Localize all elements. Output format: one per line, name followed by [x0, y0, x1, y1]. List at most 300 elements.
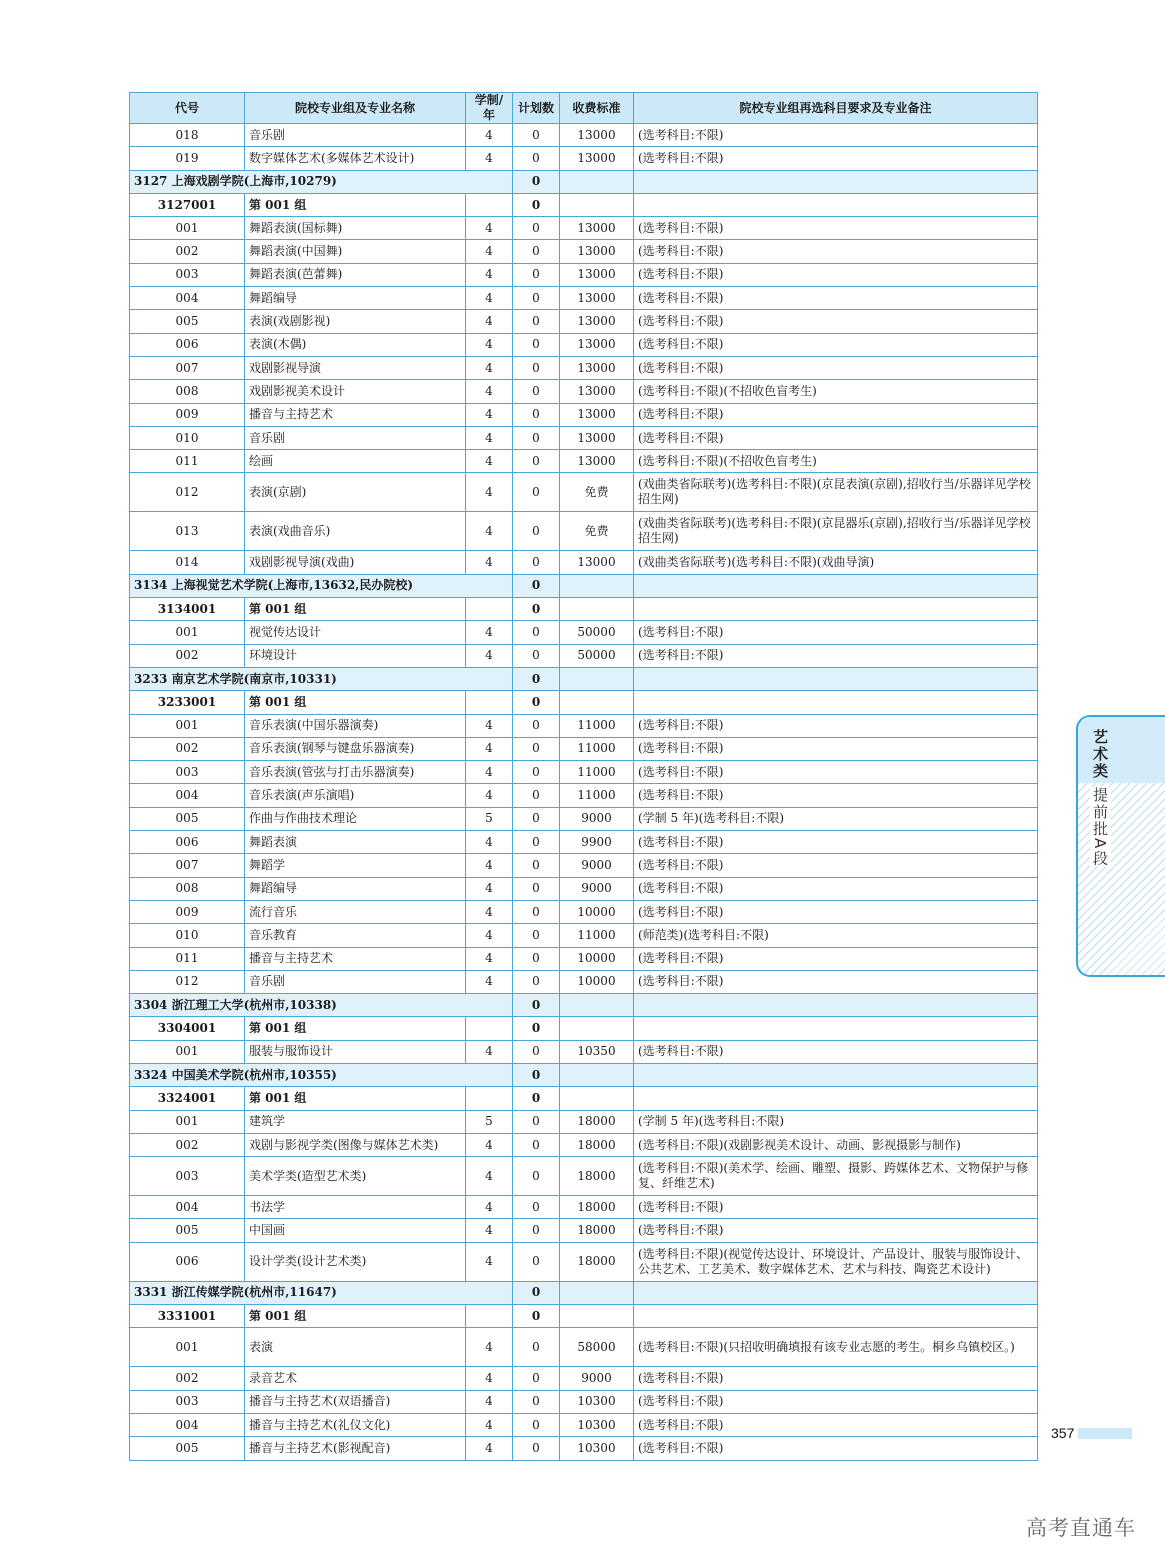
- group-name-cell: 第 001 组: [245, 598, 466, 621]
- plan-count-cell: 0: [513, 1413, 560, 1436]
- major-name-cell: 音乐表演(中国乐器演奏): [245, 714, 466, 737]
- years-cell: 4: [466, 217, 513, 240]
- years-cell: 4: [466, 900, 513, 923]
- years-cell: [466, 1017, 513, 1040]
- header-years: 学制/年: [466, 93, 513, 124]
- years-cell: 4: [466, 784, 513, 807]
- group-row: [130, 1087, 1038, 1110]
- note-cell: (选考科目:不限): [634, 333, 1038, 356]
- plan-count-cell: 0: [513, 924, 560, 947]
- major-name-cell: 作曲与作曲技术理论: [245, 807, 466, 830]
- years-cell: [466, 598, 513, 621]
- note-cell: (选考科目:不限): [634, 263, 1038, 286]
- years-cell: 4: [466, 854, 513, 877]
- fee-cell: 18000: [560, 1157, 634, 1196]
- fee-cell: 11000: [560, 761, 634, 784]
- school-row: [130, 1063, 1038, 1086]
- years-cell: 4: [466, 1133, 513, 1156]
- major-row: [130, 761, 1038, 784]
- major-code-cell: 003: [130, 761, 245, 784]
- years-cell: 4: [466, 1437, 513, 1460]
- fee-cell: 10300: [560, 1437, 634, 1460]
- header-name: 院校专业组及专业名称: [245, 93, 466, 124]
- watermark-text: 高考直通车: [1026, 1516, 1136, 1540]
- group-name-cell: 第 001 组: [245, 1305, 466, 1328]
- fee-cell: 10350: [560, 1040, 634, 1063]
- note-cell: (戏曲类省际联考)(选考科目:不限)(京昆表演(京剧),招收行当/乐器详见学校招生网): [634, 473, 1038, 512]
- fee-cell: 18000: [560, 1133, 634, 1156]
- major-name-cell: 服装与服饰设计: [245, 1040, 466, 1063]
- fee-cell: 13000: [560, 147, 634, 170]
- plan-count-cell: 0: [513, 621, 560, 644]
- plan-count-cell: 0: [513, 1040, 560, 1063]
- school-row: [130, 170, 1038, 193]
- group-name-cell: 第 001 组: [245, 1017, 466, 1040]
- school-name-cell: 3134 上海视觉艺术学院(上海市,13632,民办院校): [130, 574, 513, 597]
- plan-count-cell: 0: [513, 947, 560, 970]
- major-code-cell: 006: [130, 333, 245, 356]
- major-row: [130, 1040, 1038, 1063]
- fee-cell: 13000: [560, 426, 634, 449]
- major-row: [130, 551, 1038, 574]
- plan-count-cell: 0: [513, 473, 560, 512]
- major-name-cell: 舞蹈表演(中国舞): [245, 240, 466, 263]
- side-tab-batch: 提前批A段: [1091, 787, 1109, 868]
- fee-cell: 10000: [560, 900, 634, 923]
- major-name-cell: 表演: [245, 1328, 466, 1367]
- fee-cell: 18000: [560, 1242, 634, 1281]
- group-row: [130, 598, 1038, 621]
- major-name-cell: 戏剧与影视学类(图像与媒体艺术类): [245, 1133, 466, 1156]
- major-name-cell: 音乐剧: [245, 426, 466, 449]
- years-cell: 4: [466, 1242, 513, 1281]
- major-name-cell: 音乐表演(钢琴与键盘乐器演奏): [245, 737, 466, 760]
- plan-count-cell: 0: [513, 667, 560, 690]
- major-code-cell: 002: [130, 644, 245, 667]
- major-row: [130, 1328, 1038, 1367]
- plan-count-cell: 0: [513, 691, 560, 714]
- years-cell: 4: [466, 551, 513, 574]
- major-code-cell: 001: [130, 1040, 245, 1063]
- fee-cell: [560, 667, 634, 690]
- major-row: [130, 310, 1038, 333]
- years-cell: 4: [466, 1390, 513, 1413]
- major-name-cell: 绘画: [245, 450, 466, 473]
- major-row: [130, 512, 1038, 551]
- major-row: [130, 426, 1038, 449]
- major-name-cell: 舞蹈编导: [245, 287, 466, 310]
- plan-count-cell: 0: [513, 900, 560, 923]
- major-row: [130, 900, 1038, 923]
- years-cell: 4: [466, 356, 513, 379]
- major-row: [130, 1242, 1038, 1281]
- fee-cell: 10000: [560, 947, 634, 970]
- major-code-cell: 001: [130, 217, 245, 240]
- note-cell: (选考科目:不限): [634, 217, 1038, 240]
- group-row: [130, 691, 1038, 714]
- major-row: [130, 644, 1038, 667]
- major-row: [130, 807, 1038, 830]
- major-row: [130, 831, 1038, 854]
- fee-cell: 18000: [560, 1219, 634, 1242]
- note-cell: [634, 574, 1038, 597]
- plan-count-cell: 0: [513, 263, 560, 286]
- major-row: [130, 473, 1038, 512]
- major-name-cell: 音乐表演(管弦与打击乐器演奏): [245, 761, 466, 784]
- years-cell: 4: [466, 621, 513, 644]
- plan-count-cell: 0: [513, 784, 560, 807]
- note-cell: (选考科目:不限): [634, 1040, 1038, 1063]
- note-cell: [634, 1017, 1038, 1040]
- major-code-cell: 005: [130, 1219, 245, 1242]
- note-cell: [634, 170, 1038, 193]
- years-cell: 4: [466, 310, 513, 333]
- major-code-cell: 011: [130, 947, 245, 970]
- note-cell: (选考科目:不限): [634, 287, 1038, 310]
- fee-cell: 10000: [560, 970, 634, 993]
- years-cell: 4: [466, 924, 513, 947]
- fee-cell: 58000: [560, 1328, 634, 1367]
- years-cell: 4: [466, 380, 513, 403]
- plan-count-cell: 0: [513, 403, 560, 426]
- group-name-cell: 第 001 组: [245, 691, 466, 714]
- major-code-cell: 003: [130, 263, 245, 286]
- fee-cell: [560, 1087, 634, 1110]
- major-code-cell: 010: [130, 426, 245, 449]
- fee-cell: 13000: [560, 403, 634, 426]
- major-row: [130, 854, 1038, 877]
- note-cell: (选考科目:不限): [634, 947, 1038, 970]
- fee-cell: [560, 1017, 634, 1040]
- group-code-cell: 3233001: [130, 691, 245, 714]
- major-name-cell: 播音与主持艺术(双语播音): [245, 1390, 466, 1413]
- major-name-cell: 音乐剧: [245, 970, 466, 993]
- fee-cell: 13000: [560, 450, 634, 473]
- fee-cell: 10300: [560, 1390, 634, 1413]
- major-row: [130, 1157, 1038, 1196]
- note-cell: (选考科目:不限): [634, 240, 1038, 263]
- major-code-cell: 001: [130, 714, 245, 737]
- plan-count-cell: 0: [513, 450, 560, 473]
- school-name-cell: 3324 中国美术学院(杭州市,10355): [130, 1063, 513, 1086]
- fee-cell: 9000: [560, 1367, 634, 1390]
- group-code-cell: 3127001: [130, 193, 245, 216]
- fee-cell: 9000: [560, 854, 634, 877]
- major-row: [130, 356, 1038, 379]
- major-row: [130, 1413, 1038, 1436]
- years-cell: 4: [466, 473, 513, 512]
- major-code-cell: 005: [130, 807, 245, 830]
- years-cell: 4: [466, 1413, 513, 1436]
- plan-count-cell: 0: [513, 1219, 560, 1242]
- major-row: [130, 1133, 1038, 1156]
- note-cell: (戏曲类省际联考)(选考科目:不限)(京昆器乐(京剧),招收行当/乐器详见学校招生网): [634, 512, 1038, 551]
- major-code-cell: 007: [130, 356, 245, 379]
- fee-cell: 11000: [560, 784, 634, 807]
- years-cell: 4: [466, 1040, 513, 1063]
- plan-count-cell: 0: [513, 1196, 560, 1219]
- plan-count-cell: 0: [513, 737, 560, 760]
- major-code-cell: 013: [130, 512, 245, 551]
- major-row: [130, 784, 1038, 807]
- note-cell: (选考科目:不限): [634, 1196, 1038, 1219]
- note-cell: (选考科目:不限): [634, 310, 1038, 333]
- years-cell: 4: [466, 831, 513, 854]
- section-side-tab: [1076, 715, 1165, 977]
- fee-cell: 11000: [560, 924, 634, 947]
- note-cell: (选考科目:不限): [634, 1390, 1038, 1413]
- plan-count-cell: 0: [513, 598, 560, 621]
- note-cell: (选考科目:不限): [634, 644, 1038, 667]
- group-row: [130, 1017, 1038, 1040]
- major-code-cell: 012: [130, 970, 245, 993]
- major-name-cell: 表演(京剧): [245, 473, 466, 512]
- fee-cell: 10300: [560, 1413, 634, 1436]
- major-row: [130, 450, 1038, 473]
- plan-count-cell: 0: [513, 831, 560, 854]
- note-cell: (学制 5 年)(选考科目:不限): [634, 807, 1038, 830]
- header-note: 院校专业组再选科目要求及专业备注: [634, 93, 1038, 124]
- plan-count-cell: 0: [513, 1087, 560, 1110]
- fee-cell: [560, 193, 634, 216]
- major-row: [130, 403, 1038, 426]
- major-row: [130, 240, 1038, 263]
- plan-count-cell: 0: [513, 287, 560, 310]
- major-name-cell: 舞蹈学: [245, 854, 466, 877]
- note-cell: (选考科目:不限): [634, 1219, 1038, 1242]
- major-name-cell: 中国画: [245, 1219, 466, 1242]
- plan-count-cell: 0: [513, 1242, 560, 1281]
- years-cell: 4: [466, 1157, 513, 1196]
- major-name-cell: 表演(戏剧影视): [245, 310, 466, 333]
- fee-cell: 9000: [560, 877, 634, 900]
- group-code-cell: 3331001: [130, 1305, 245, 1328]
- major-code-cell: 010: [130, 924, 245, 947]
- major-name-cell: 流行音乐: [245, 900, 466, 923]
- note-cell: [634, 1087, 1038, 1110]
- note-cell: (选考科目:不限): [634, 737, 1038, 760]
- years-cell: 4: [466, 761, 513, 784]
- major-code-cell: 002: [130, 1367, 245, 1390]
- major-code-cell: 003: [130, 1390, 245, 1413]
- school-name-cell: 3304 浙江理工大学(杭州市,10338): [130, 994, 513, 1017]
- major-code-cell: 014: [130, 551, 245, 574]
- major-name-cell: 舞蹈表演: [245, 831, 466, 854]
- note-cell: [634, 1281, 1038, 1304]
- fee-cell: 9900: [560, 831, 634, 854]
- years-cell: 4: [466, 426, 513, 449]
- years-cell: [466, 193, 513, 216]
- major-code-cell: 012: [130, 473, 245, 512]
- years-cell: 4: [466, 333, 513, 356]
- fee-cell: 13000: [560, 356, 634, 379]
- fee-cell: 50000: [560, 644, 634, 667]
- major-name-cell: 音乐表演(声乐演唱): [245, 784, 466, 807]
- note-cell: (选考科目:不限)(视觉传达设计、环境设计、产品设计、服装与服饰设计、公共艺术、工艺美术、数字媒体艺术、艺术与科技、陶瓷艺术设计): [634, 1242, 1038, 1281]
- plan-count-cell: 0: [513, 147, 560, 170]
- note-cell: (选考科目:不限): [634, 147, 1038, 170]
- page-number: 357: [1051, 1425, 1075, 1441]
- plan-count-cell: 0: [513, 1133, 560, 1156]
- side-tab-category: 艺术类: [1091, 729, 1109, 780]
- note-cell: (选考科目:不限): [634, 831, 1038, 854]
- years-cell: 4: [466, 714, 513, 737]
- major-name-cell: 播音与主持艺术(礼仪文化): [245, 1413, 466, 1436]
- major-row: [130, 147, 1038, 170]
- years-cell: 4: [466, 947, 513, 970]
- fee-cell: [560, 691, 634, 714]
- note-cell: (选考科目:不限): [634, 714, 1038, 737]
- admission-plan-table: [129, 92, 1038, 1461]
- major-row: [130, 1110, 1038, 1133]
- years-cell: 4: [466, 1219, 513, 1242]
- major-name-cell: 舞蹈编导: [245, 877, 466, 900]
- note-cell: (选考科目:不限)(只招收明确填报有该专业志愿的考生。桐乡乌镇校区。): [634, 1328, 1038, 1367]
- major-code-cell: 001: [130, 1110, 245, 1133]
- major-code-cell: 008: [130, 380, 245, 403]
- plan-count-cell: 0: [513, 1367, 560, 1390]
- plan-count-cell: 0: [513, 994, 560, 1017]
- note-cell: (选考科目:不限)(不招收色盲考生): [634, 380, 1038, 403]
- major-code-cell: 009: [130, 900, 245, 923]
- plan-count-cell: 0: [513, 193, 560, 216]
- fee-cell: 18000: [560, 1196, 634, 1219]
- major-row: [130, 380, 1038, 403]
- note-cell: (选考科目:不限): [634, 854, 1038, 877]
- plan-count-cell: 0: [513, 356, 560, 379]
- years-cell: 4: [466, 737, 513, 760]
- note-cell: (选考科目:不限): [634, 1413, 1038, 1436]
- header-plan: 计划数: [513, 93, 560, 124]
- major-row: [130, 877, 1038, 900]
- major-name-cell: 戏剧影视美术设计: [245, 380, 466, 403]
- major-name-cell: 表演(戏曲音乐): [245, 512, 466, 551]
- major-code-cell: 006: [130, 831, 245, 854]
- group-row: [130, 1305, 1038, 1328]
- plan-count-cell: 0: [513, 644, 560, 667]
- note-cell: (学制 5 年)(选考科目:不限): [634, 1110, 1038, 1133]
- major-code-cell: 001: [130, 621, 245, 644]
- school-row: [130, 1281, 1038, 1304]
- fee-cell: 13000: [560, 380, 634, 403]
- major-code-cell: 018: [130, 124, 245, 147]
- plan-count-cell: 0: [513, 1328, 560, 1367]
- plan-count-cell: 0: [513, 512, 560, 551]
- major-name-cell: 播音与主持艺术: [245, 947, 466, 970]
- plan-count-cell: 0: [513, 1063, 560, 1086]
- fee-cell: 50000: [560, 621, 634, 644]
- major-name-cell: 戏剧影视导演: [245, 356, 466, 379]
- major-code-cell: 004: [130, 287, 245, 310]
- major-name-cell: 设计学类(设计艺术类): [245, 1242, 466, 1281]
- note-cell: [634, 667, 1038, 690]
- major-code-cell: 002: [130, 737, 245, 760]
- group-code-cell: 3304001: [130, 1017, 245, 1040]
- major-row: [130, 737, 1038, 760]
- note-cell: (选考科目:不限): [634, 1367, 1038, 1390]
- school-name-cell: 3331 浙江传媒学院(杭州市,11647): [130, 1281, 513, 1304]
- group-name-cell: 第 001 组: [245, 193, 466, 216]
- years-cell: 4: [466, 644, 513, 667]
- school-row: [130, 574, 1038, 597]
- major-name-cell: 美术学类(造型艺术类): [245, 1157, 466, 1196]
- major-name-cell: 视觉传达设计: [245, 621, 466, 644]
- group-code-cell: 3134001: [130, 598, 245, 621]
- fee-cell: [560, 598, 634, 621]
- school-row: [130, 667, 1038, 690]
- major-code-cell: 004: [130, 1413, 245, 1436]
- note-cell: [634, 994, 1038, 1017]
- major-row: [130, 947, 1038, 970]
- major-name-cell: 音乐剧: [245, 124, 466, 147]
- note-cell: (选考科目:不限): [634, 426, 1038, 449]
- note-cell: (选考科目:不限)(不招收色盲考生): [634, 450, 1038, 473]
- years-cell: 4: [466, 403, 513, 426]
- plan-count-cell: 0: [513, 333, 560, 356]
- years-cell: 4: [466, 1367, 513, 1390]
- plan-count-cell: 0: [513, 170, 560, 193]
- major-row: [130, 1219, 1038, 1242]
- plan-count-cell: 0: [513, 1437, 560, 1460]
- note-cell: [634, 193, 1038, 216]
- plan-count-cell: 0: [513, 310, 560, 333]
- plan-count-cell: 0: [513, 807, 560, 830]
- fee-cell: 13000: [560, 287, 634, 310]
- years-cell: 5: [466, 1110, 513, 1133]
- plan-count-cell: 0: [513, 124, 560, 147]
- fee-cell: [560, 170, 634, 193]
- note-cell: [634, 598, 1038, 621]
- years-cell: [466, 1087, 513, 1110]
- major-name-cell: 录音艺术: [245, 1367, 466, 1390]
- plan-count-cell: 0: [513, 1157, 560, 1196]
- major-code-cell: 009: [130, 403, 245, 426]
- group-name-cell: 第 001 组: [245, 1087, 466, 1110]
- plan-count-cell: 0: [513, 1017, 560, 1040]
- fee-cell: 13000: [560, 333, 634, 356]
- major-code-cell: 019: [130, 147, 245, 170]
- plan-count-cell: 0: [513, 1305, 560, 1328]
- major-name-cell: 数字媒体艺术(多媒体艺术设计): [245, 147, 466, 170]
- years-cell: 5: [466, 807, 513, 830]
- note-cell: (选考科目:不限): [634, 1437, 1038, 1460]
- plan-count-cell: 0: [513, 1390, 560, 1413]
- major-name-cell: 戏剧影视导演(戏曲): [245, 551, 466, 574]
- major-code-cell: 011: [130, 450, 245, 473]
- fee-cell: [560, 1281, 634, 1304]
- table-body: [130, 124, 1038, 1461]
- major-code-cell: 002: [130, 240, 245, 263]
- group-code-cell: 3324001: [130, 1087, 245, 1110]
- school-row: [130, 994, 1038, 1017]
- fee-cell: 13000: [560, 551, 634, 574]
- plan-count-cell: 0: [513, 1281, 560, 1304]
- major-row: [130, 263, 1038, 286]
- plan-count-cell: 0: [513, 551, 560, 574]
- major-code-cell: 007: [130, 854, 245, 877]
- note-cell: (选考科目:不限): [634, 403, 1038, 426]
- fee-cell: 13000: [560, 124, 634, 147]
- years-cell: 4: [466, 1196, 513, 1219]
- fee-cell: 13000: [560, 217, 634, 240]
- major-row: [130, 1437, 1038, 1460]
- school-name-cell: 3127 上海戏剧学院(上海市,10279): [130, 170, 513, 193]
- note-cell: (选考科目:不限): [634, 784, 1038, 807]
- page-number-bar: [1078, 1428, 1132, 1439]
- fee-cell: 免费: [560, 512, 634, 551]
- major-row: [130, 970, 1038, 993]
- major-name-cell: 音乐教育: [245, 924, 466, 947]
